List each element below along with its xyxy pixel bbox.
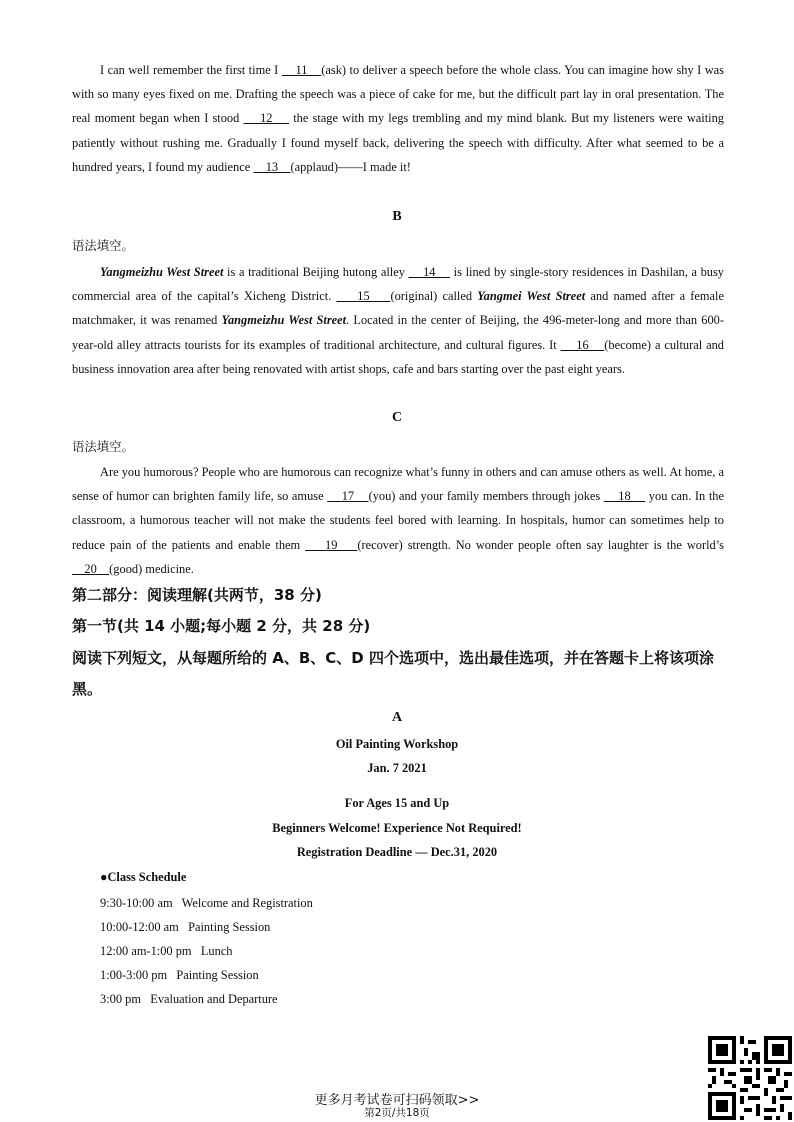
- passage-text: . Located in the center of Beijing, the 496-meter-long and more than 600-year-old alley attracts tourists for its examples of traditional architecture, and cultural figures. It: [72, 313, 724, 352]
- passage-text: I can well remember the first time I: [100, 63, 282, 77]
- street-name: Yangmeizhu West Street: [100, 265, 224, 279]
- passage-text: (recover) strength. No wonder people often say laughter is the world’s: [357, 537, 725, 552]
- section-one-title: 第一节(共 14 小题;每小题 2 分，共 28 分): [72, 617, 371, 635]
- schedule-item: 9:30-10:00 am Welcome and Registration: [100, 896, 313, 910]
- footer-promo: 更多月考试卷可扫码领取>>: [314, 1093, 480, 1108]
- blank-16: 16: [560, 337, 605, 352]
- street-name: Yangmei West Street: [477, 289, 586, 304]
- blank-15: 15: [336, 289, 391, 304]
- qr-code-icon[interactable]: [708, 1036, 792, 1120]
- blank-11: 11: [281, 63, 322, 77]
- workshop-deadline: Registration Deadline — Dec.31, 2020: [296, 845, 498, 859]
- passage-text: is lined by single-story residences in Dashilan, a busy commercial area of the capital’s Xicheng District.: [72, 265, 725, 304]
- passage-text: (ask) to deliver a speech before the whole class. You can imagine how shy I was with so many eyes fixed on me. Drafting the speech was a piece of cake for me, but the difficult part lay in oral presentation. The real moment began when I stood: [72, 63, 724, 126]
- workshop-title: Oil Painting Workshop: [335, 737, 459, 751]
- workshop-welcome: Beginners Welcome! Experience Not Required!: [272, 821, 522, 835]
- part-two-title: 第二部分：阅读理解(共两节，38 分): [72, 586, 322, 604]
- reading-a-heading: A: [391, 710, 403, 725]
- passage-text: the stage with my legs trembling and my mind blank. But my listeners were waiting patiently without rushing me. Gradually I found myself back, delivering the speech with difficulty. After what seemed to be a hundred years, I found my audience: [72, 111, 725, 174]
- passage-text: (become) a cultural and business innovation area after being renovated with artist shops, cafe and bars starting over the past eight years.: [72, 337, 724, 376]
- blank-17: 17: [327, 489, 369, 504]
- reading-directions: 阅读下列短文，从每题所给的 A、B、C、D 四个选项中，选出最佳选项，并在答题卡上将该项涂黑。: [72, 649, 714, 698]
- schedule-item: 12:00 am-1:00 pm Lunch: [100, 944, 233, 958]
- schedule-item: 3:00 pm Evaluation and Departure: [100, 992, 278, 1006]
- blank-19: 19: [305, 537, 358, 552]
- schedule-item: 10:00-12:00 am Painting Session: [100, 920, 271, 934]
- workshop-ages: For Ages 15 and Up: [344, 796, 450, 810]
- passage-text: (original) called: [390, 289, 478, 304]
- passage-text: (applaud)——I made it!: [290, 159, 411, 174]
- blank-14: 14: [408, 265, 451, 279]
- blank-13: 13: [253, 159, 291, 174]
- blank-12: 12: [243, 111, 290, 126]
- passage-text: (good) medicine.: [109, 561, 194, 576]
- section-b-instruction: 语法填空。: [72, 238, 134, 253]
- workshop-date: Jan. 7 2021: [367, 761, 427, 775]
- schedule-item: 1:00-3:00 pm Painting Session: [100, 968, 259, 982]
- passage-grammar-b: [72, 260, 724, 381]
- passage-text: (you) and your family members through jokes: [368, 489, 604, 504]
- passage-grammar-c: [72, 460, 724, 581]
- page-number: 第2页/共18页: [364, 1107, 430, 1119]
- passage-text: and named after a female matchmaker, it was renamed: [72, 289, 724, 328]
- passage-text: you can. In the classroom, a humorous teacher will not make the students feel bored with learning. In hospitals, humor can sometimes help to reduce pain of the patients and enable them: [72, 489, 725, 552]
- blank-20: 20: [72, 561, 110, 576]
- class-schedule-title: ●Class Schedule: [100, 870, 187, 884]
- passage-text: is a traditional Beijing hutong alley: [223, 265, 409, 279]
- blank-18: 18: [603, 489, 646, 504]
- section-c-instruction: 语法填空。: [72, 439, 134, 454]
- section-b-heading: B: [392, 209, 402, 224]
- passage-text: Are you humorous? People who are humorous can recognize what’s funny in others and can amuse others as well. At home, a sense of humor can brighten family life, so amuse: [72, 465, 724, 504]
- section-c-heading: C: [391, 410, 403, 425]
- passage-grammar-a: [72, 58, 724, 179]
- street-name: Yangmeizhu West Street: [221, 313, 347, 328]
